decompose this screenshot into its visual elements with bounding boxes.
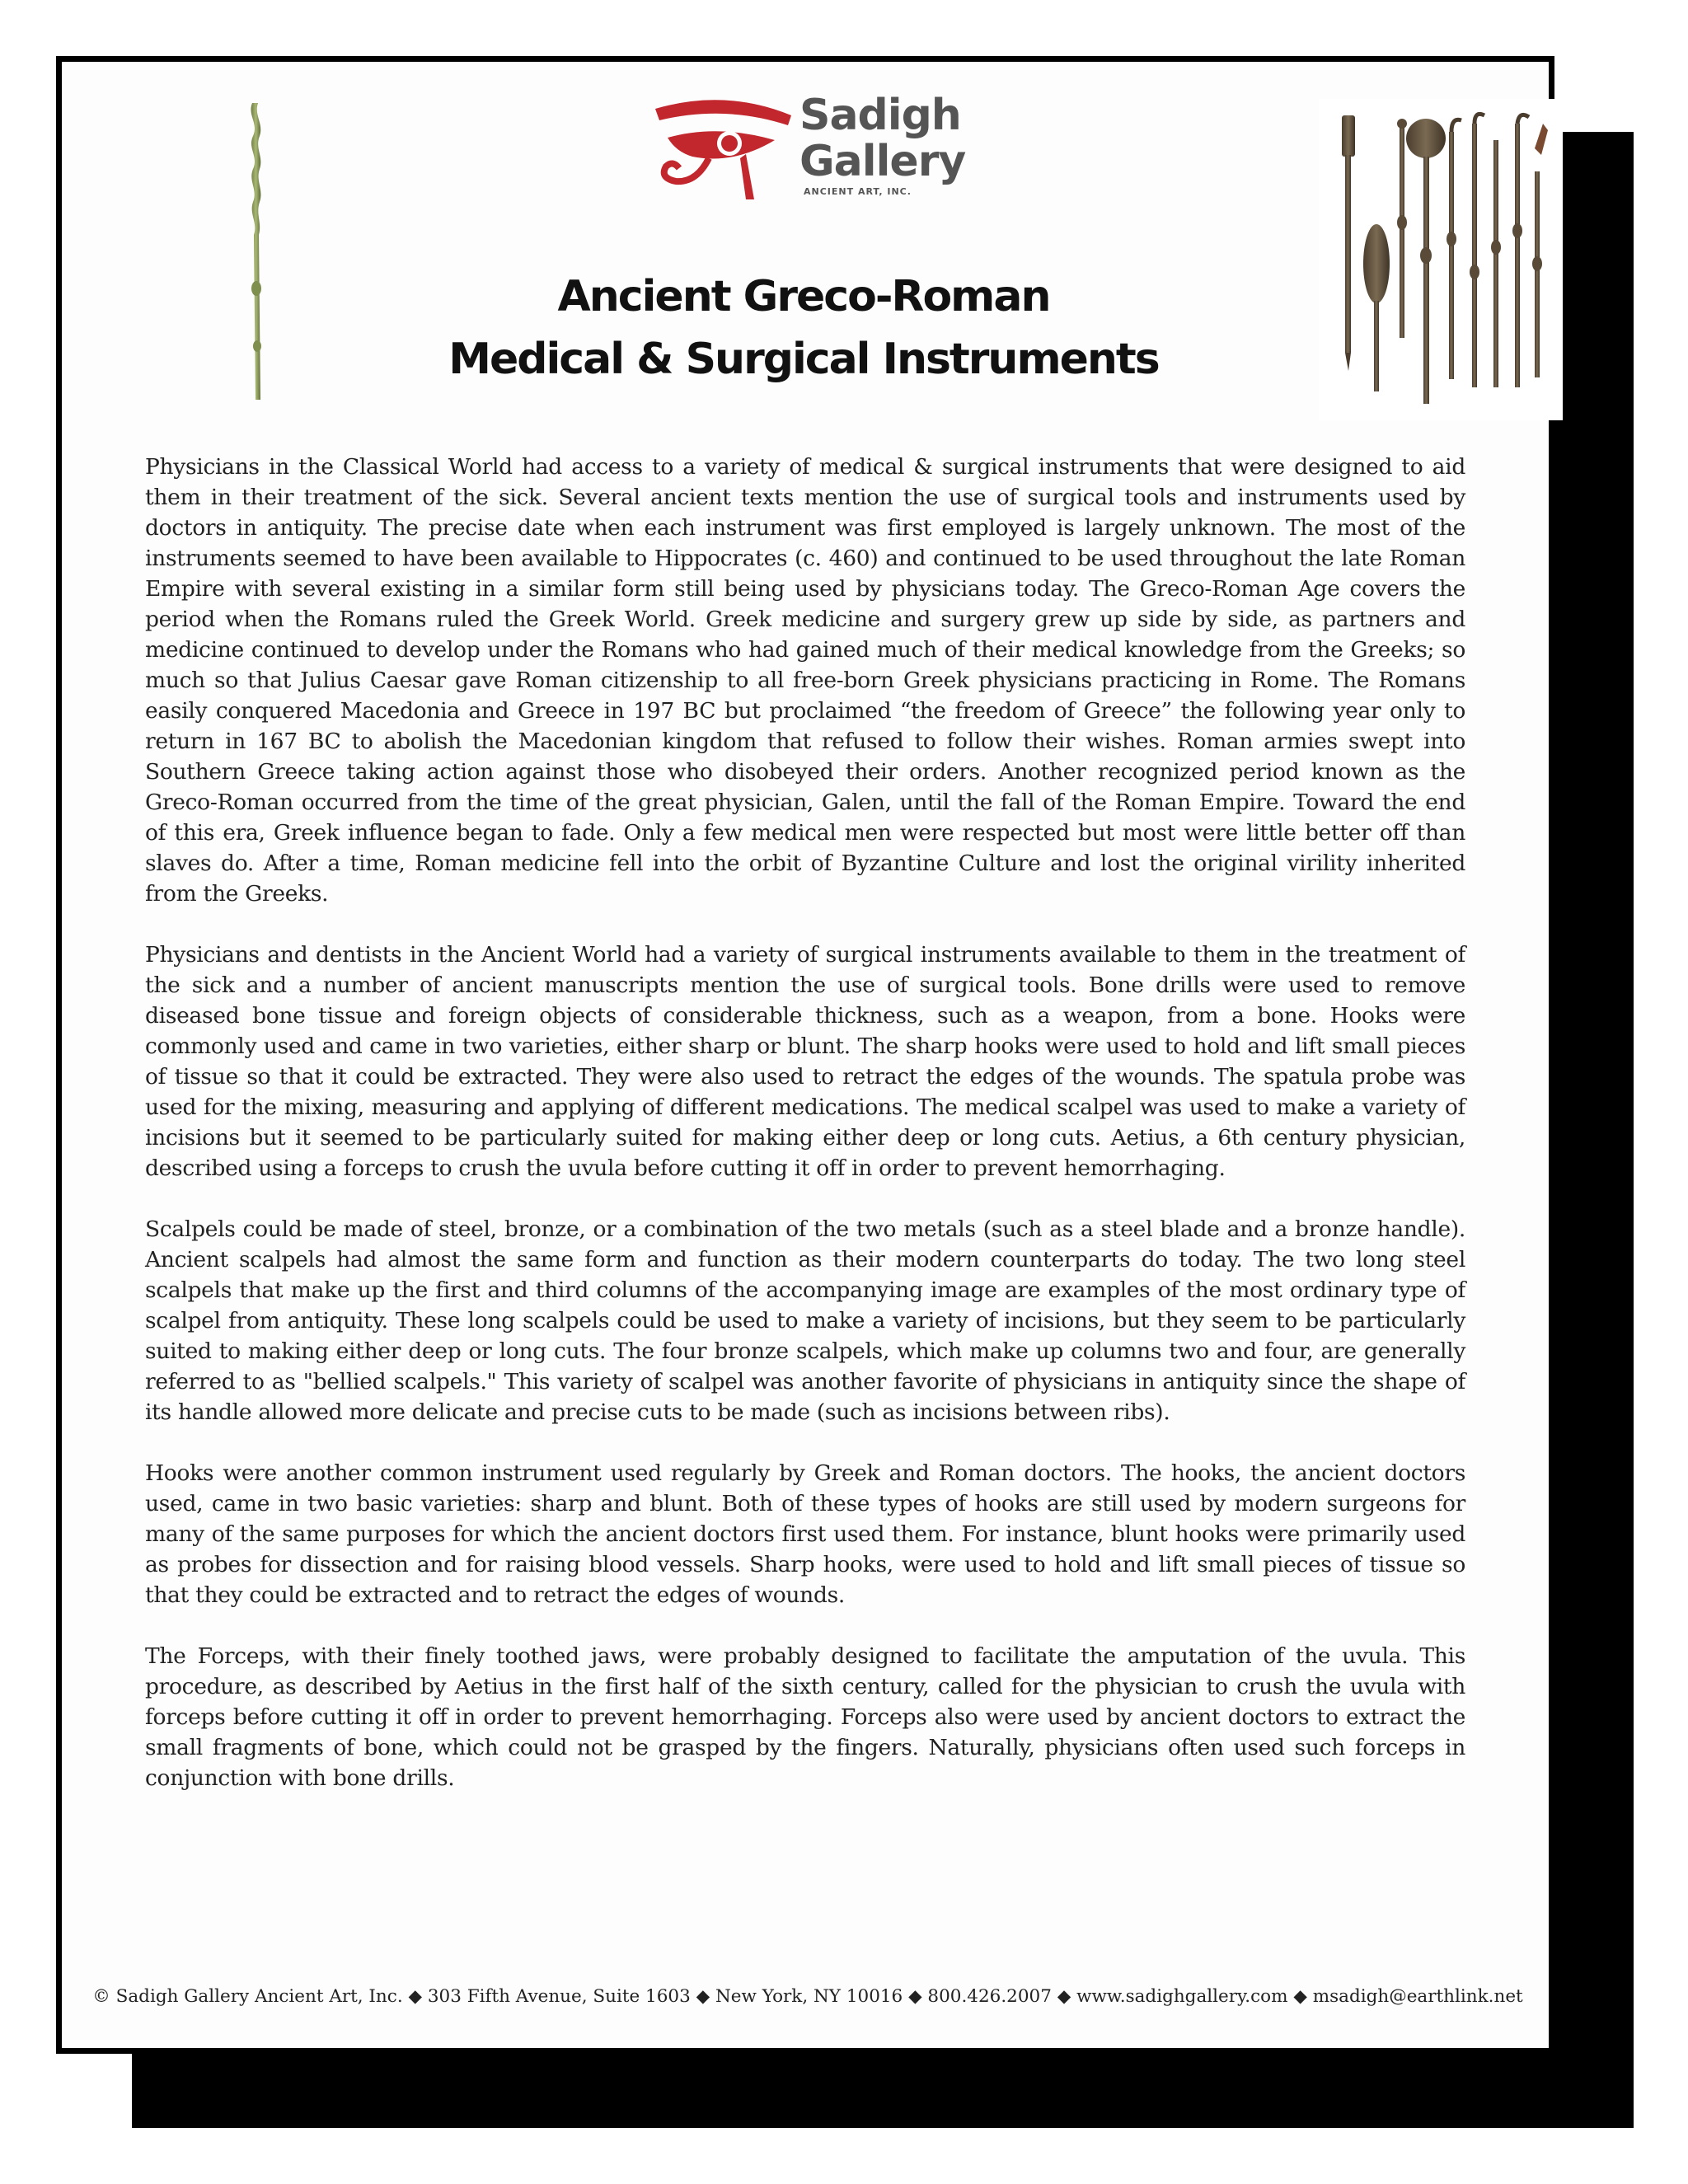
page-title bbox=[330, 265, 1278, 391]
eye-of-horus-icon bbox=[651, 92, 795, 204]
title-line2: Medical & Surgical Instruments bbox=[448, 335, 1159, 384]
paragraph: Physicians and dentists in the Ancient World had a variety of surgical instruments available to them in the treatment of the sick and a number of ancient manuscripts mention the use of surgical tools. Bone drills were used to remove diseased bone tissue and foreign objects of considerable thickness, such as a weapon, from a bone. Hooks were commonly used and came in two varieties, either sharp or blunt. The sharp hooks were used to hold and lift small pieces of tissue so that it could be extracted. They were also used to retract the edges of the wounds. The spatula probe was used for the mixing, measuring and applying of different medications. The medical scalpel was used to make a variety of incisions but it seemed to be particularly suited for making either deep or long cuts. Aetius, a 6th century physician, described using a forceps to crush the uvula before cutting it off in order to prevent hemorrhaging. bbox=[145, 942, 1465, 1181]
paragraph: Physicians in the Classical World had access to a variety of medical & surgical instruments that were designed to aid them in their treatment of the sick. Several ancient texts mention the use of surgical tools and instruments used by doctors in antiquity. The precise date when each instrument was first employed is largely unknown. The most of the instruments seemed to have been available to Hippocrates (c. 460) and continued to be used throughout the late Roman Empire with several existing in a similar form still being used by physicians today. The Greco-Roman Age covers the period when the Romans ruled the Greek World. Greek medicine and surgery grew up side by side, as partners and medicine continued to develop under the Romans who had gained much of their medical knowledge from the Greeks; so much so that Julius Caesar gave Roman citizenship to all free-born Greek physicians practicing in Rome. The Romans easily conquered Macedonia and Greece in 197 BC but proclaimed “the freedom of Greece” the following year only to return in 167 BC to abolish the Macedonian kingdom that refused to follow their wishes. Roman armies swept into Southern Greece taking action against those who disobeyed their orders. Another recognized period known as the Greco-Roman occurred from the time of the great physician, Galen, until the fall of the Roman Empire. Toward the end of this era, Greek influence began to fade. Only a few medical men were respected but most were little better off than slaves do. After a time, Roman medicine fell into the orbit of Byzantine Culture and lost the original virility inherited from the Greeks. bbox=[145, 454, 1465, 907]
sadigh-gallery-logo bbox=[651, 92, 964, 204]
paragraph: Scalpels could be made of steel, bronze, or a combination of the two metals (such as a steel blade and a bronze handle). Ancient scalpels had almost the same form and function as their modern counterparts do today. The two long steel scalpels that make up the first and third columns of the accompanying image are examples of the most ordinary type of scalpel from antiquity. These long scalpels could be used to make a variety of incisions, but they seem to be particularly suited to making either deep or long cuts. The four bronze scalpels, which make up columns two and four, are generally referred to as "bellied scalpels." This variety of scalpel was another favorite of physicians in antiquity since the shape of its handle allowed more delicate and precise cuts to be made (such as incisions between ribs). bbox=[145, 1216, 1465, 1425]
logo-subtitle: ANCIENT ART, INC. bbox=[804, 186, 912, 197]
contact-footer: © Sadigh Gallery Ancient Art, Inc. ◆ 303 Fifth Avenue, Suite 1603 ◆ New York, NY 10016 ◆ 800.426.2007 ◆ www.sadighgallery.com ◆ msadigh@earthlink.net bbox=[92, 1986, 1523, 2007]
article-body bbox=[145, 452, 1465, 1824]
title-line1: Ancient Greco-Roman bbox=[557, 272, 1050, 321]
logo-name-line2: Gallery bbox=[799, 137, 966, 186]
bronze-instruments-group-image bbox=[1319, 99, 1563, 420]
logo-wordmark bbox=[799, 92, 981, 185]
paragraph: The Forceps, with their finely toothed jaws, were probably designed to facilitate the amputation of the uvula. This procedure, as described by Aetius in the first half of the sixth century, called for the physician to crush the uvula with forceps before cutting it off in order to prevent hemorrhaging. Forceps also were used by ancient doctors to extract the small fragments of bone, which could not be grasped by the fingers. Naturally, physicians often used such forceps in conjunction with bone drills. bbox=[145, 1643, 1465, 1791]
logo-name-line1: Sadigh bbox=[799, 91, 961, 140]
paragraph: Hooks were another common instrument used regularly by Greek and Roman doctors. The hooks, the ancient doctors used, came in two basic varieties: sharp and blunt. Both of these types of hooks are still used by modern surgeons for many of the same purposes for which the ancient doctors first used them. For instance, blunt hooks were primarily used as probes for dissection and for raising blood vessels. Sharp hooks, were used to hold and lift small pieces of tissue so that they could be extracted and to retract the edges of wounds. bbox=[145, 1460, 1465, 1608]
twisted-rod-instrument-image bbox=[231, 99, 280, 404]
